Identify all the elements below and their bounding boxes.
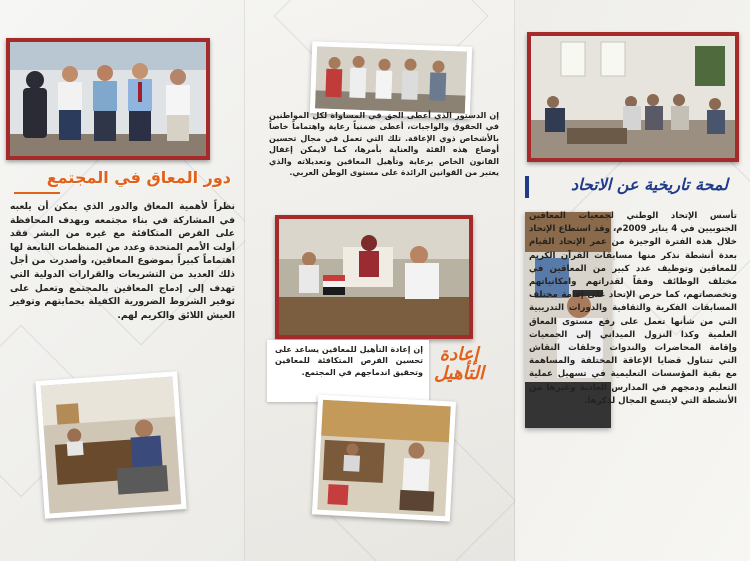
- rehab-heading-line2: التأهيل: [434, 362, 484, 384]
- group-photo-scene: [10, 42, 206, 156]
- classroom-photo: [527, 32, 739, 162]
- middle-panel: [245, 0, 515, 561]
- right-heading: لمحة تاريخية عن الاتحاد: [570, 175, 728, 194]
- left-heading: دور المعاق في المجتمع: [46, 168, 231, 187]
- right-panel: [515, 0, 750, 561]
- heading-underline: [14, 192, 60, 194]
- meeting-photo: [275, 215, 473, 339]
- classroom-photo-scene: [531, 36, 735, 158]
- men-group-photo-scene: [315, 46, 467, 113]
- rehab-paragraph: إن إعادة التأهيل للمعاقين يساعد على تحسين الفرص المتكافئة للمعاقين وتحقيق اندماجهم في المجتمع.: [275, 345, 423, 377]
- middle-top-paragraph: إن الدستور الذي أعطى الحق في المساواة لكل المواطنين في الحقوق والواجبات، أعطى ضمنياً رعاية واهتماماً خاصاً بالأشخاص ذوي الإعاقة. تلك التي تعمل في مجال تحسين أوضاع هذه الفئة والعناية بأمرها، كما لايمكن إغفال القانون الخاص برعاية وتأهيل المعاقين وتعديلاته والذي يعتبر من القوانين الرائدة على مستوى الوطن العربي.: [269, 111, 499, 178]
- rehab-heading: [429, 346, 489, 384]
- office-meeting-photo-scene: [317, 400, 451, 517]
- office-photo-scene: [41, 377, 182, 514]
- left-paragraph: نظراً لأهمية المعاق والدور الذي يمكن أن يلعبه في المشاركة في بناء مجتمعه وبهدف المحافظة على الفرص المتكافئة مع غيره من البشر فقد أولت الأمم المتحدة وعدد من المنظمات التابعة لها اهتماماً كبيراً بموضوع المعاقين، وأصدرت من أجل ذلك العديد من التشريعات والقرارات الدولية التي تهدف إلى إدماج المعاقين بالمجتمع وتعمل على توفير الشروط الضرورية الكفيلة بحمايتهم وتوفير العيش اللائق والكريم لهم.: [10, 201, 235, 321]
- group-photo: [6, 38, 210, 160]
- left-panel: [0, 0, 245, 561]
- rehab-heading-line1: إعادة: [439, 344, 479, 365]
- right-paragraph: تأسس الإتحاد الوطني لجمعيات المعاقين الجنوبيين في 4 يناير 2009م، وقد استطاع الإتحاد خلال هذه الفترة الوجيزة من عمر الإتحاد القيام بعدة أنشطة نذكر منها مسابقات القرآن الكريم للمعاقين وتوظيف عدد كبير من المعاقين في مختلف الوظائف وفقاً لقدراتهم وامكانياتهم وتخصصاتهم، كما حرص الإتحاد على إقامة مختلف المسابقات الفكرية والثقافية والدورات التدريبية التي من شأنها تعمل على رفع مستوى المعاق العلمية وكذا النزول الميداني إلى الجمعيات وإقامة المحاضرات والندوات وحلقات النقاش التي تتناول قضايا الإعاقة المختلفة والمساهمة مع بقية المؤسسات التعليمية في تسهيل عملية التعليم ودمجهم في المدارس العادية وغيرها من الأنشطة التي لايتسع المجال لذكرها.: [529, 211, 737, 406]
- heading-accent-bar: [525, 176, 529, 198]
- men-group-photo: [310, 41, 472, 119]
- meeting-photo-scene: [279, 219, 469, 335]
- office-photo: [35, 371, 186, 519]
- office-meeting-photo: [312, 394, 456, 521]
